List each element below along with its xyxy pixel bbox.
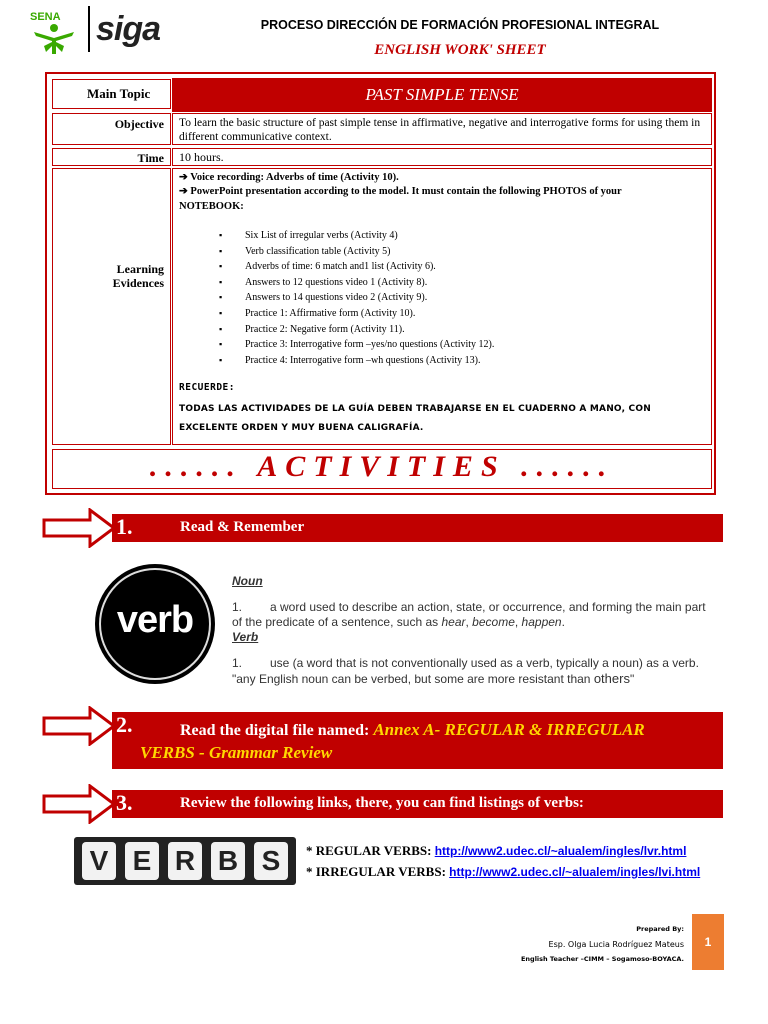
arrow-right-icon xyxy=(42,784,116,824)
sheet-title: ENGLISH WORK' SHEET xyxy=(374,42,546,58)
list-item: ▪ Answers to 12 questions video 1 (Activity 8). xyxy=(219,275,705,291)
annex-file-name: Annex A- REGULAR & IRREGULAR xyxy=(373,720,645,739)
section-1-title: Read & Remember xyxy=(180,519,305,535)
sena-logo-text: SENA xyxy=(30,11,61,23)
verb-heading: Verb xyxy=(232,630,259,644)
recuerde-text-line-2: EXCELENTE ORDEN Y MUY BUENA CALIGRAFÍA. xyxy=(179,423,424,434)
section-3-number: 3. xyxy=(116,790,133,815)
letter-tile: V xyxy=(82,842,116,880)
footer-credits xyxy=(460,922,684,967)
list-item: ▪ Practice 2: Negative form (Activity 11). xyxy=(219,322,705,338)
time-label: Time xyxy=(52,148,171,166)
header-divider xyxy=(88,6,90,52)
section-2-text: Read the digital file named: xyxy=(180,722,370,739)
regular-verbs-label: * REGULAR VERBS: xyxy=(306,843,432,858)
verb-text-a: use (a word that is not conventionally used as a verb, typically a noun) as a verb. xyxy=(270,656,699,670)
siga-logo: siga xyxy=(96,10,161,48)
time-value: 10 hours. xyxy=(172,148,712,166)
verb-text-b: "any English noun can be verbed, but some are more resistant than xyxy=(232,672,594,686)
list-item: ▪ Answers to 14 questions video 2 (Activity 9). xyxy=(219,290,705,306)
noun-definition: 1. a word used to describe an action, state, or occurrence, and forming the main part of the predicate of a sentence, such as hear, become, happen. xyxy=(232,600,706,629)
list-item: ▪ Six List of irregular verbs (Activity 4) xyxy=(219,228,705,244)
evidence-label-line-2: Evidences xyxy=(112,276,164,290)
list-item: ▪ Practice 1: Affirmative form (Activity 10). xyxy=(219,306,705,322)
section-3-title: Review the following links, there, you can find listings of verbs: xyxy=(180,795,584,811)
verb-text-d: " xyxy=(629,672,635,686)
section-3-banner xyxy=(112,790,723,818)
main-topic-label: Main Topic xyxy=(52,79,171,109)
example-become: become xyxy=(472,615,515,629)
section-2-banner xyxy=(112,712,723,769)
section-2-number: 2. xyxy=(116,712,133,737)
verb-number: 1. xyxy=(232,656,243,670)
recuerde-text-line-1: TODAS LAS ACTIVIDADES DE LA GUÍA DEBEN TRABAJARSE EN EL CUADERNO A MANO, CON xyxy=(179,404,651,415)
list-item: ▪ Verb classification table (Activity 5) xyxy=(219,244,705,260)
letter-tile: E xyxy=(125,842,159,880)
evidence-list xyxy=(219,228,705,368)
recuerde-title: RECUERDE: xyxy=(179,382,235,394)
section-1-number: 1. xyxy=(116,514,133,539)
evidence-label-line-1: Learning xyxy=(116,262,164,276)
evidence-notebook: NOTEBOOK: xyxy=(179,201,244,212)
learning-evidences-label xyxy=(52,168,171,445)
irregular-verbs-label: * IRREGULAR VERBS: xyxy=(306,864,446,879)
irregular-verbs-row xyxy=(306,864,700,880)
section-2-title xyxy=(180,716,720,744)
verb-badge-text: verb xyxy=(116,599,194,641)
annex-file-name-line-2: VERBS - Grammar Review xyxy=(140,743,333,762)
verb-definition xyxy=(232,574,712,687)
page-number-badge: 1 xyxy=(692,914,724,970)
objective-value: To learn the basic structure of past simple tense in affirmative, negative and interrogative forms for using them in different communicative context. xyxy=(172,113,712,145)
irregular-verbs-link[interactable]: http://www2.udec.cl/~alualem/ingles/lvi.html xyxy=(449,865,701,879)
section-1-banner xyxy=(112,514,723,542)
example-hear: hear xyxy=(441,615,466,629)
main-topic-value: PAST SIMPLE TENSE xyxy=(172,78,712,112)
activities-banner: ...... ACTIVITIES ...... xyxy=(52,449,712,489)
list-item: ▪ Adverbs of time: 6 match and1 list (Activity 6). xyxy=(219,259,705,275)
verb-text-c: others xyxy=(593,671,630,686)
info-table xyxy=(45,72,716,495)
process-title: PROCESO DIRECCIÓN DE FORMACIÓN PROFESIONAL INTEGRAL xyxy=(260,18,660,32)
letter-tile: R xyxy=(168,842,202,880)
letter-tile: S xyxy=(254,842,288,880)
sena-logo xyxy=(26,8,82,56)
teacher-role: English Teacher –CIMM – Sogamoso-BOYACA. xyxy=(520,955,684,963)
example-happen: happen xyxy=(521,615,562,629)
recuerde-text xyxy=(179,400,705,438)
verb-badge-image xyxy=(95,564,215,684)
verbs-tiles-image xyxy=(74,837,296,885)
arrow-right-icon xyxy=(42,706,116,746)
prepared-by-label: Prepared By: xyxy=(636,925,684,933)
verb-definition-text xyxy=(232,656,712,687)
noun-number: 1. xyxy=(232,600,243,614)
noun-text: a word used to describe an action, state, or occurrence, and forming the main part of the predicate of a sentence, such as xyxy=(232,600,706,629)
list-item: ▪ Practice 3: Interrogative form –yes/no questions (Activity 12). xyxy=(219,337,705,353)
learning-evidences-content xyxy=(172,168,712,445)
evidence-voice-recording: ➔ Voice recording: Adverbs of time (Activity 10). xyxy=(179,172,399,183)
list-item: ▪ Practice 4: Interrogative form –wh questions (Activity 13). xyxy=(219,353,705,369)
noun-heading: Noun xyxy=(232,574,263,588)
arrow-right-icon xyxy=(42,508,116,548)
objective-label: Objective xyxy=(52,113,171,145)
author-name: Esp. Olga Lucia Rodríguez Mateus xyxy=(548,940,684,949)
regular-verbs-row xyxy=(306,843,686,859)
evidence-powerpoint: ➔ PowerPoint presentation according to the model. It must contain the following PHOTOS of your xyxy=(179,186,622,197)
regular-verbs-link[interactable]: http://www2.udec.cl/~alualem/ingles/lvr.html xyxy=(434,844,687,858)
letter-tile: B xyxy=(211,842,245,880)
